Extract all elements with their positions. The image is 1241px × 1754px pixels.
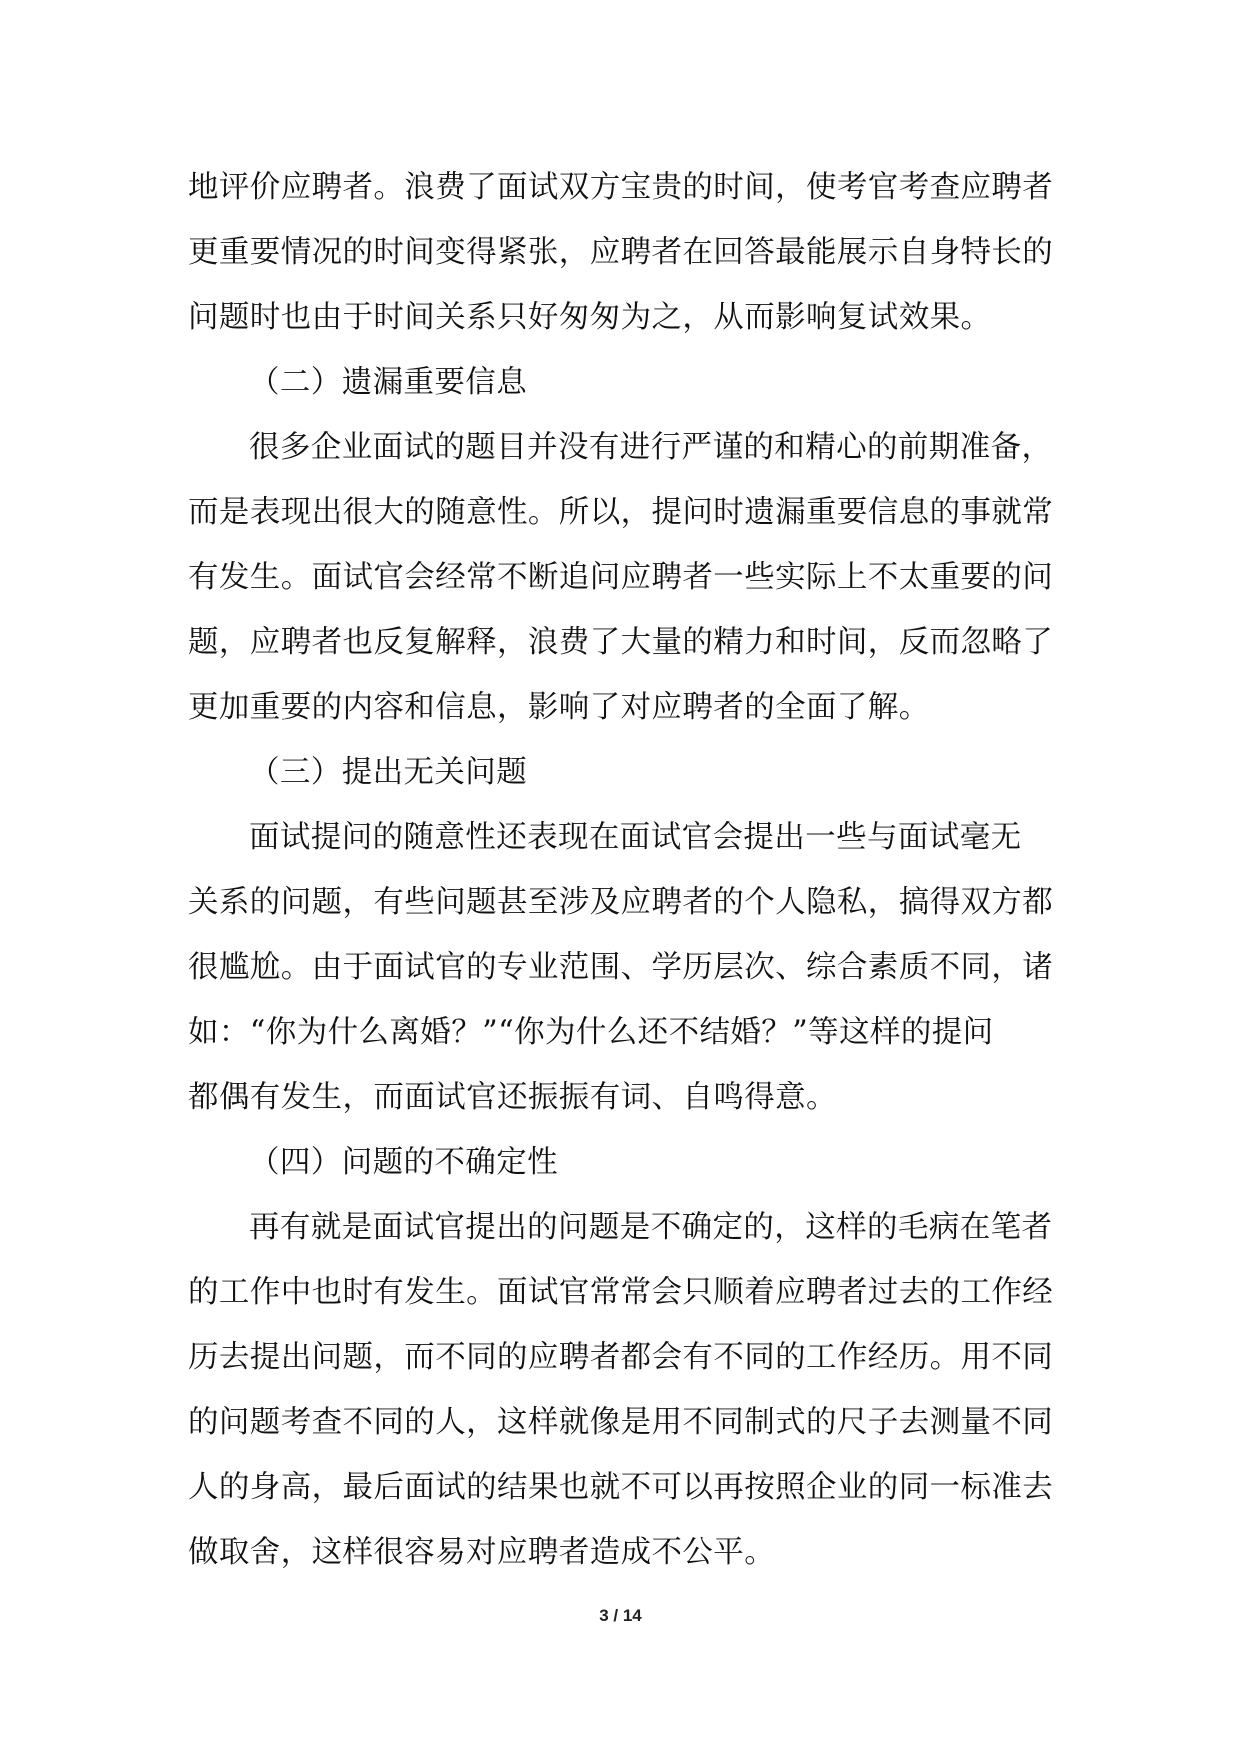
text-line: 题，应聘者也反复解释，浪费了大量的精力和时间，反而忽略了	[188, 625, 1054, 660]
paragraph-first-line: 很多企业面试的题目并没有进行严谨的和精心的前期准备，	[249, 430, 1053, 465]
text-line: 关系的问题，有些问题甚至涉及应聘者的个人隐私，搞得双方都	[188, 885, 1054, 920]
section-heading: （四）问题的不确定性	[249, 1145, 558, 1180]
text-line: 很尴尬。由于面试官的专业范围、学历层次、综合素质不同，诸	[188, 950, 1054, 985]
text-line: 如：“你为什么离婚？”“你为什么还不结婚？”等这样的提问	[188, 1015, 994, 1050]
paragraph-first-line: 面试提问的随意性还表现在面试官会提出一些与面试毫无	[249, 820, 1022, 855]
body-text	[188, 155, 1058, 1585]
section-heading: （二）遗漏重要信息	[249, 365, 528, 400]
text-line: 的问题考查不同的人，这样就像是用不同制式的尺子去测量不同	[188, 1405, 1054, 1440]
section-heading: （三）提出无关问题	[249, 755, 528, 790]
text-line: 人的身高，最后面试的结果也就不可以再按照企业的同一标准去	[188, 1470, 1054, 1505]
text-line: 更重要情况的时间变得紧张，应聘者在回答最能展示自身特长的	[188, 235, 1054, 270]
text-line: 的工作中也时有发生。面试官常常会只顺着应聘者过去的工作经	[188, 1275, 1054, 1310]
text-line: 做取舍，这样很容易对应聘者造成不公平。	[188, 1535, 776, 1570]
text-line: 更加重要的内容和信息，影响了对应聘者的全面了解。	[188, 690, 930, 725]
text-line: 有发生。面试官会经常不断追问应聘者一些实际上不太重要的问	[188, 560, 1054, 595]
text-line: 都偶有发生，而面试官还振振有词、自鸣得意。	[188, 1080, 837, 1115]
text-line: 历去提出问题，而不同的应聘者都会有不同的工作经历。用不同	[188, 1340, 1054, 1375]
text-line: 问题时也由于时间关系只好匆匆为之，从而影响复试效果。	[188, 300, 992, 335]
text-line: 而是表现出很大的随意性。所以，提问时遗漏重要信息的事就常	[188, 495, 1054, 530]
page-number: 3 / 14	[599, 1606, 642, 1625]
paragraph-first-line: 再有就是面试官提出的问题是不确定的，这样的毛病在笔者	[249, 1210, 1053, 1245]
text-line: 地评价应聘者。浪费了面试双方宝贵的时间，使考官考查应聘者	[188, 170, 1054, 205]
